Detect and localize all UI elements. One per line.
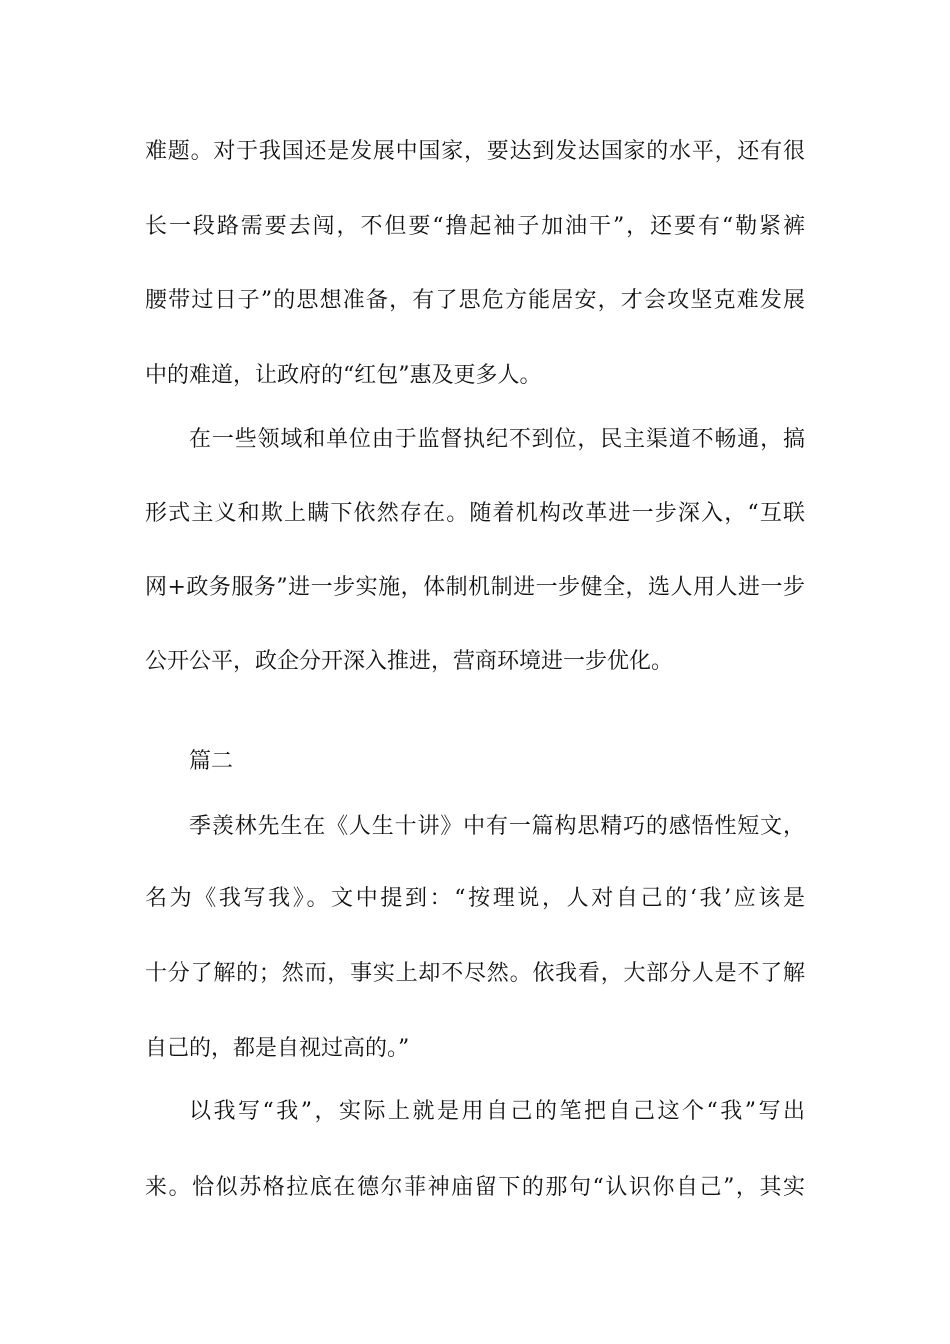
paragraph-start-line: 以我写“我”，实际上就是用自己的笔把自己这个“我”写出: [189, 1099, 805, 1124]
section-heading: 篇二: [189, 749, 234, 774]
paragraph-start-line: 在一些领域和单位由于监督执纪不到位，民主渠道不畅通，搞: [189, 427, 805, 452]
text-line: 十分了解的；然而，事实上却不尽然。依我看，大部分人是不了解: [145, 961, 805, 986]
text-line: 名为《我写我》。文中提到：“按理说，人对自己的‘我’应该是: [145, 886, 805, 911]
text-line: 自己的，都是自视过高的。”: [145, 1036, 410, 1061]
text-line: 网+政务服务”进一步实施，体制机制进一步健全，选人用人进一步: [145, 575, 805, 600]
text-line: 形式主义和欺上瞒下依然存在。随着机构改革进一步深入，“互联: [145, 501, 805, 526]
text-line: 来。恰似苏格拉底在德尔菲神庙留下的那句“认识你自己”，其实: [145, 1175, 805, 1200]
text-line: 中的难道，让政府的“红包”惠及更多人。: [145, 363, 542, 388]
text-line: 公开公平，政企分开深入推进，营商环境进一步优化。: [145, 649, 674, 674]
text-line: 难题。对于我国还是发展中国家，要达到发达国家的水平，还有很: [145, 139, 805, 164]
text-line: 长一段路需要去闯，不但要“撸起袖子加油干”，还要有“勒紧裤: [145, 214, 805, 239]
paragraph-start-line: 季羡林先生在《人生十讲》中有一篇构思精巧的感悟性短文，: [189, 814, 805, 839]
text-line: 腰带过日子”的思想准备，有了思危方能居安，才会攻坚克难发展: [145, 288, 805, 313]
